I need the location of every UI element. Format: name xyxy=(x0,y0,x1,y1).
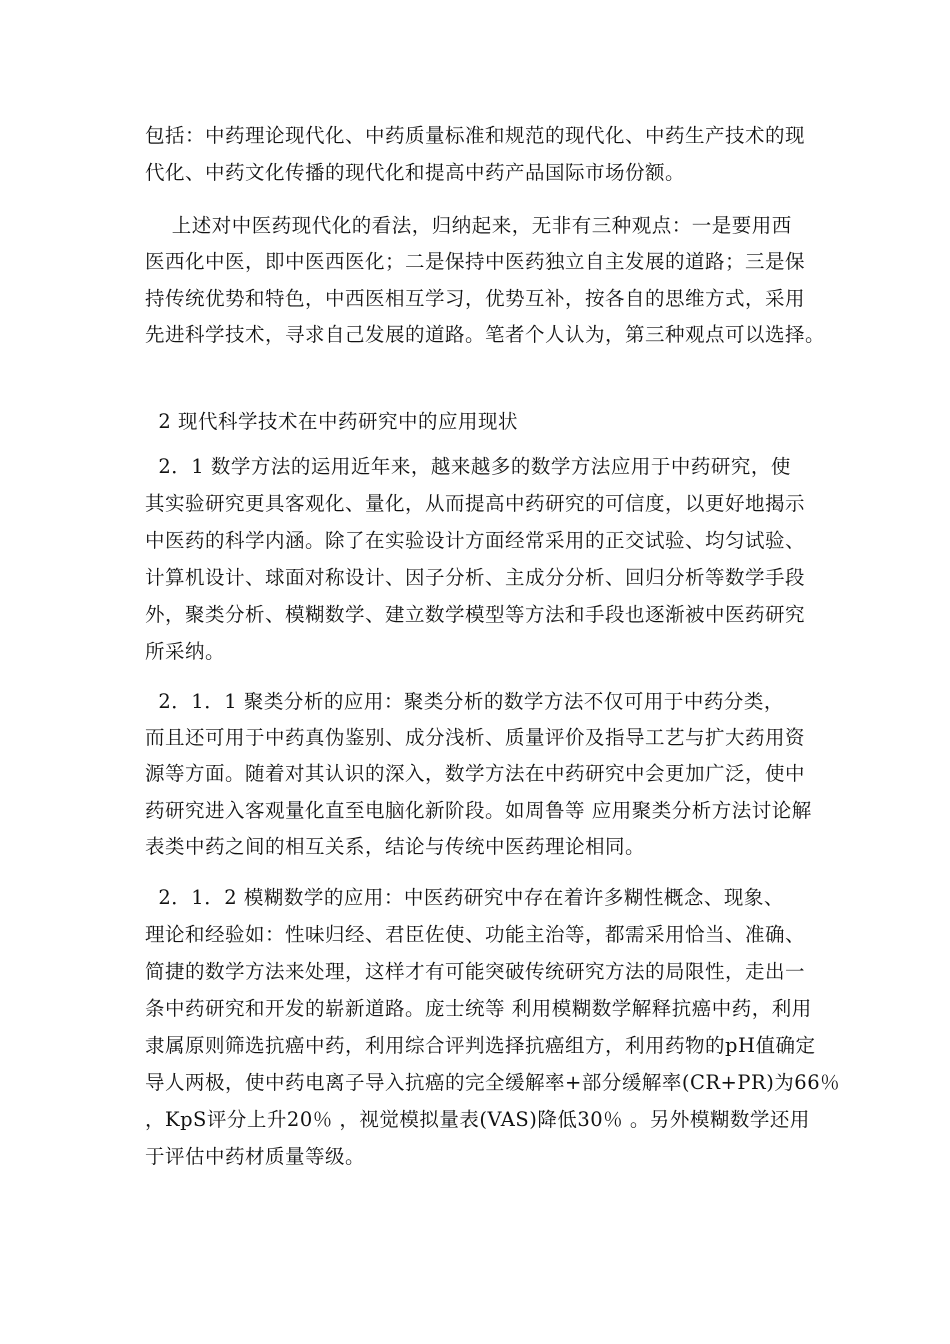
text-line: 导人两极，使中药电离子导入抗癌的完全缓解率+部分缓解率(CR+PR)为66％ xyxy=(145,1071,841,1094)
text-line: 隶属原则筛选抗癌中药，利用综合评判选择抗癌组方，利用药物的pH值确定 xyxy=(145,1034,816,1057)
text-line: 外，聚类分析、模糊数学、建立数学模型等方法和手段也逐渐被中医药研究 xyxy=(145,603,806,626)
text-line: 理论和经验如：性味归经、君臣佐使、功能主治等，都需采用恰当、准确、 xyxy=(145,923,806,946)
text-line: ，KpS评分上升20％ ，视觉模拟量表(VAS)降低30％ 。另外模糊数学还用 xyxy=(145,1108,810,1131)
text-line: 所采纳。 xyxy=(145,640,226,663)
text-line: 先进科学技术，寻求自己发展的道路。笔者个人认为，第三种观点可以选择。 xyxy=(145,323,826,346)
text-line: 中医药的科学内涵。除了在实验设计方面经常采用的正交试验、均匀试验、 xyxy=(145,529,806,552)
text-line: 2．1．1 聚类分析的应用：聚类分析的数学方法不仅可用于中药分类， xyxy=(145,690,784,713)
text-line: 而且还可用于中药真伪鉴别、成分浅析、质量评价及指导工艺与扩大药用资 xyxy=(145,726,806,749)
text-line: 简捷的数学方法来处理，这样才有可能突破传统研究方法的局限性，走出一 xyxy=(145,960,806,983)
text-line: 源等方面。随着对其认识的深入，数学方法在中药研究中会更加广泛，使中 xyxy=(145,762,806,785)
text-line: 表类中药之间的相互关系，结论与传统中医药理论相同。 xyxy=(145,835,646,858)
text-line: 代化、中药文化传播的现代化和提高中药产品国际市场份额。 xyxy=(145,161,686,184)
text-line: 于评估中药材质量等级。 xyxy=(145,1145,366,1168)
text-line: 2．1．2 模糊数学的应用：中医药研究中存在着许多糊性概念、现象、 xyxy=(145,886,784,909)
text-line: 条中药研究和开发的崭新道路。庞士统等 利用模糊数学解释抗癌中药，利用 xyxy=(145,997,812,1020)
text-line: 计算机设计、球面对称设计、因子分析、主成分分析、回归分析等数学手段 xyxy=(145,566,806,589)
text-line: 医西化中医，即中医西医化；二是保持中医药独立自主发展的道路；三是保 xyxy=(145,250,806,273)
text-line: 上述对中医药现代化的看法，归纳起来，无非有三种观点：一是要用西 xyxy=(145,214,792,237)
text-line: 其实验研究更具客观化、量化，从而提高中药研究的可信度，以更好地揭示 xyxy=(145,492,806,515)
text-line: 2．1 数学方法的运用近年来，越来越多的数学方法应用于中药研究，使 xyxy=(145,455,791,478)
text-line: 持传统优势和特色，中西医相互学习，优势互补，按各自的思维方式，采用 xyxy=(145,287,806,310)
text-line: 包括：中药理论现代化、中药质量标准和规范的现代化、中药生产技术的现 xyxy=(145,124,806,147)
text-line: 药研究进入客观量化直至电脑化新阶段。如周鲁等 应用聚类分析方法讨论解 xyxy=(145,799,812,822)
section-title: 2 现代科学技术在中药研究中的应用现状 xyxy=(145,410,519,433)
